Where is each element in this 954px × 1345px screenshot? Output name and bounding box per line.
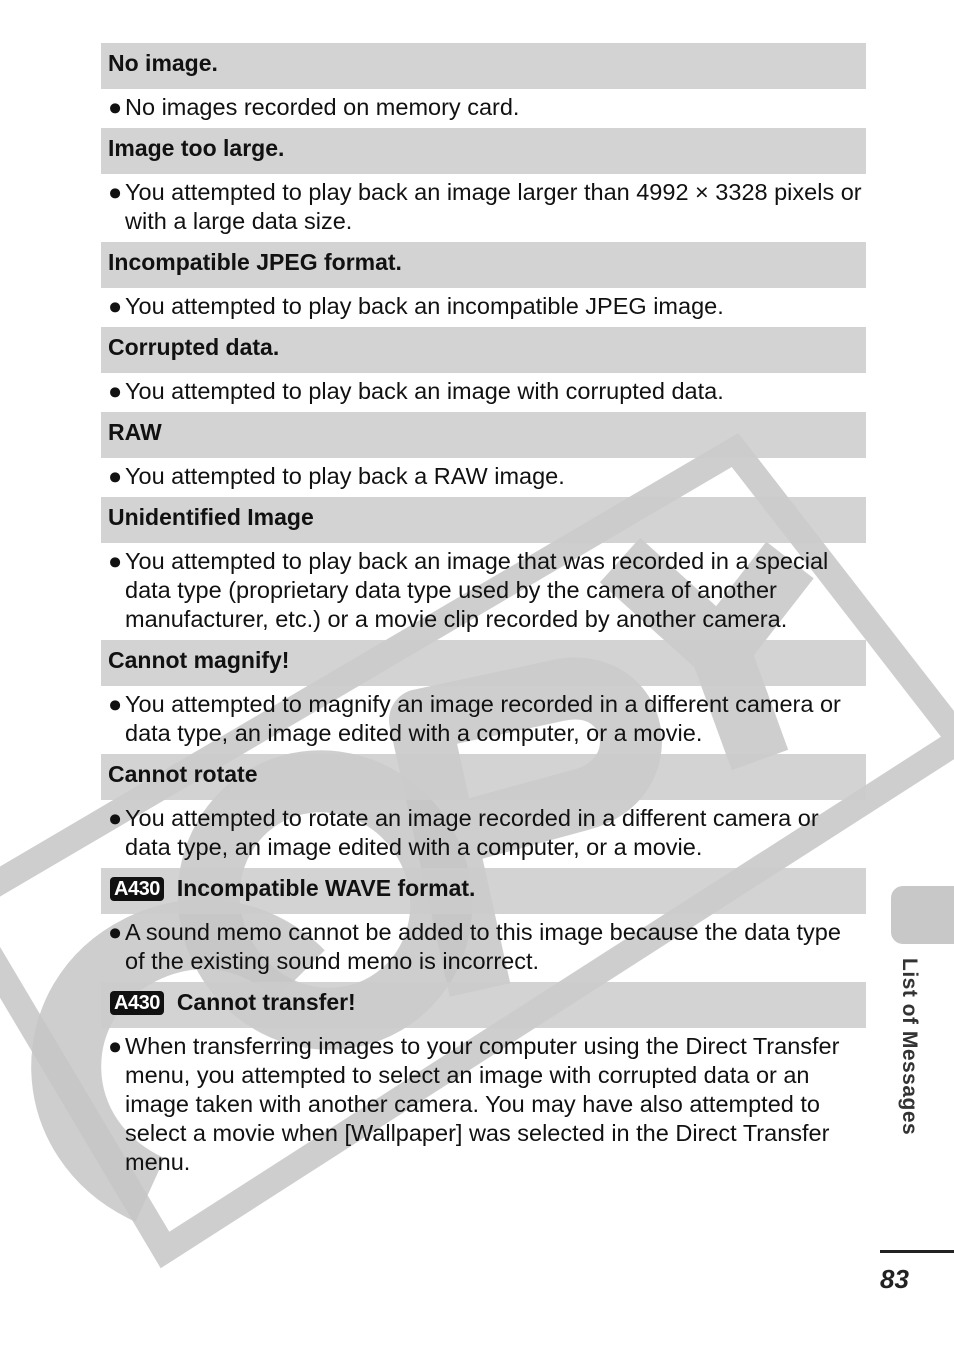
message-entry xyxy=(101,497,866,640)
message-title-bar xyxy=(101,640,866,686)
message-title-bar xyxy=(101,497,866,543)
section-tab xyxy=(891,886,954,944)
message-title-bar xyxy=(101,412,866,458)
message-entry xyxy=(101,412,866,497)
bullet-icon: ● xyxy=(108,293,123,319)
message-title-bar xyxy=(101,242,866,288)
message-description xyxy=(101,800,866,868)
message-description-text: You attempted to magnify an image recorded in a different camera or data type, an image edited with a computer, or a movie. xyxy=(125,691,841,746)
model-badge: A430 xyxy=(110,877,164,901)
message-description-text: When transferring images to your computer using the Direct Transfer menu, you attempted to select an image with corrupted data or an image taken with another camera. You may have also attempted to select a movie when [Wallpaper] was selected in the Direct Transfer menu. xyxy=(125,1033,840,1175)
message-description xyxy=(101,543,866,640)
message-entry xyxy=(101,640,866,754)
message-title-bar xyxy=(101,128,866,174)
message-title: Cannot transfer! xyxy=(176,989,356,1015)
message-description-text: A sound memo cannot be added to this image because the data type of the existing sound memo is incorrect. xyxy=(125,919,841,974)
message-description xyxy=(101,1028,866,1183)
bullet-icon: ● xyxy=(108,94,123,120)
message-description-text: You attempted to play back an image with corrupted data. xyxy=(125,378,724,404)
page-number: 83 xyxy=(880,1264,909,1294)
message-title-bar xyxy=(101,43,866,89)
message-title: Corrupted data. xyxy=(108,334,280,360)
bullet-icon: ● xyxy=(108,463,123,489)
message-description-text: You attempted to play back an incompatible JPEG image. xyxy=(125,293,724,319)
message-entry xyxy=(101,128,866,242)
bullet-icon: ● xyxy=(108,378,123,404)
message-description-text: You attempted to play back an image larger than 4992 × 3328 pixels or with a large data size. xyxy=(125,179,862,234)
message-description-text: You attempted to play back a RAW image. xyxy=(125,463,565,489)
message-title: Incompatible WAVE format. xyxy=(176,875,476,901)
message-list xyxy=(101,43,866,1183)
message-title-bar xyxy=(101,982,866,1028)
bullet-icon: ● xyxy=(108,179,123,205)
bullet-icon: ● xyxy=(108,548,123,574)
message-description-text: You attempted to rotate an image recorded in a different camera or data type, an image edited with a computer, or a movie. xyxy=(125,805,819,860)
message-description xyxy=(101,174,866,242)
message-title: Incompatible JPEG format. xyxy=(108,249,402,275)
message-entry xyxy=(101,242,866,327)
section-label xyxy=(895,958,925,1168)
message-title: Unidentified Image xyxy=(108,504,314,530)
message-title-bar xyxy=(101,868,866,914)
message-title-bar xyxy=(101,327,866,373)
message-title: Cannot rotate xyxy=(108,761,258,787)
section-label-text: List of Messages xyxy=(898,958,921,1136)
message-title-bar xyxy=(101,754,866,800)
message-entry xyxy=(101,982,866,1183)
message-description-text: No images recorded on memory card. xyxy=(125,94,520,120)
bullet-icon: ● xyxy=(108,919,123,945)
message-entry xyxy=(101,327,866,412)
message-title: No image. xyxy=(108,50,218,76)
message-description xyxy=(101,458,866,497)
bullet-icon: ● xyxy=(108,805,123,831)
message-entry xyxy=(101,754,866,868)
message-title: Image too large. xyxy=(108,135,285,161)
message-description xyxy=(101,89,866,128)
message-entry xyxy=(101,868,866,982)
page-rule xyxy=(880,1250,954,1253)
message-description xyxy=(101,288,866,327)
message-description xyxy=(101,686,866,754)
message-description xyxy=(101,373,866,412)
message-title: Cannot magnify! xyxy=(108,647,290,673)
model-badge: A430 xyxy=(110,991,164,1015)
bullet-icon: ● xyxy=(108,691,123,717)
message-title: RAW xyxy=(108,419,162,445)
message-description-text: You attempted to play back an image that was recorded in a special data type (proprietary data type used by the camera of another manufacturer, etc.) or a movie clip recorded by another camera. xyxy=(125,548,829,632)
message-entry xyxy=(101,43,866,128)
message-description xyxy=(101,914,866,982)
bullet-icon: ● xyxy=(108,1033,123,1059)
